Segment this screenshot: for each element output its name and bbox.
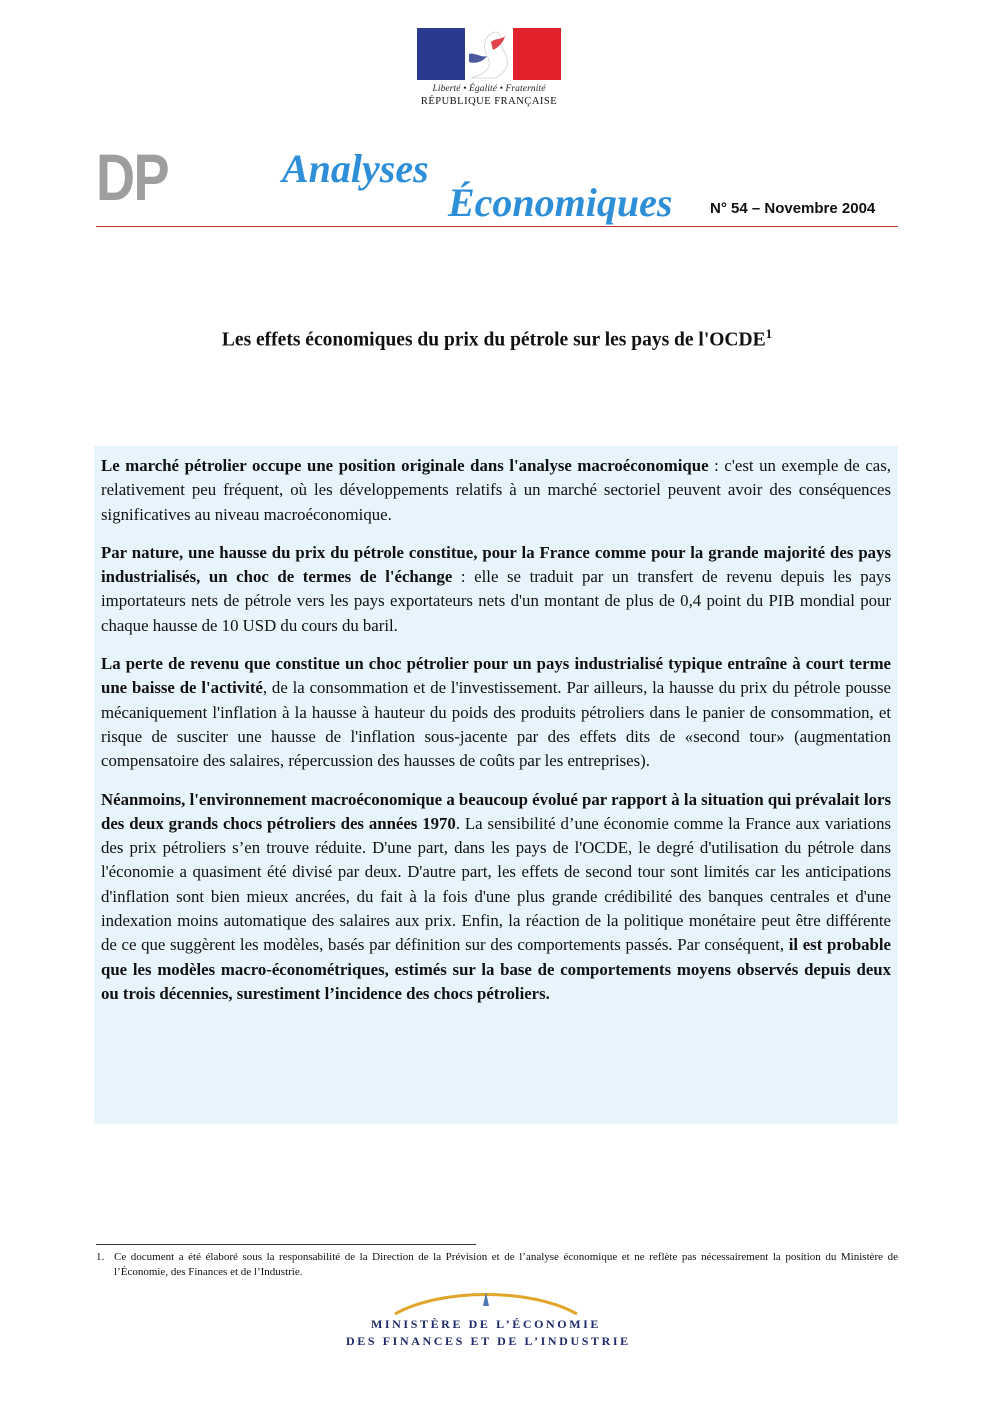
ministry-logo	[346, 1286, 631, 1350]
footnote-divider	[96, 1244, 476, 1245]
republic-motto: Liberté • Égalité • Fraternité	[432, 84, 546, 94]
summary-text: : elle se traduit par un transfert de revenu depuis les pays importateurs nets de pétrole vers les pays exportateurs nets d'un montant de plus de 0,4 point du PIB mondial pour chaque hausse de 10 USD du cours du baril.	[101, 567, 891, 635]
publication-title-line1: Analyses	[282, 146, 429, 191]
summary-paragraph	[101, 454, 891, 527]
ministry-arc-icon	[391, 1286, 581, 1316]
document-title-text: Les effets économiques du prix du pétrole sur les pays de l'OCDE	[221, 329, 766, 351]
summary-text: , de la consommation et de l'investissement. Par ailleurs, la hausse du prix du pétrole pousse mécaniquement l'inflation à la hausse à hauteur du poids des produits pétroliers dans le panier de consommation, et risque de susciter une hausse de l'inflation sous-jacente par des effets dits de «second tour» (augmentation compensatoire des salaires, répercussion des hausses de coûts par les entreprises).	[101, 678, 891, 771]
footnote	[96, 1250, 898, 1280]
title-footnote-ref: 1	[765, 326, 773, 341]
summary-lead: Le marché pétrolier occupe une position originale dans l'analyse macroéconomique	[101, 456, 709, 475]
marianne-flag-icon	[417, 28, 561, 80]
summary-paragraph	[101, 788, 891, 1007]
issue-number: N° 54 – Novembre 2004	[710, 200, 876, 217]
footnote-text: Ce document a été élaboré sous la responsabilité de la Direction de la Prévision et de l’analyse économique et ne reflète pas nécessairement la position du Ministère de l’Économie, des Finances et de l’Industrie.	[114, 1251, 898, 1278]
summary-lead: Néanmoins, l'environnement macroéconomique a beaucoup évolué par rapport à la situation qui prévalait lors des deux grands chocs pétroliers des années 1970	[101, 789, 891, 833]
summary-paragraph	[101, 541, 891, 638]
footnote-number: 1.	[96, 1251, 105, 1263]
summary-text: : c'est un exemple de cas, relativement peu fréquent, où les développements relatifs à un marché sectoriel peuvent avoir des conséquences significatives au niveau macroéconomique.	[101, 456, 891, 524]
summary-conclusion: il est probable que les modèles macro-économétriques, estimés sur la base de comportements moyens observés depuis deux ou trois décennies, surestiment l’incidence des chocs pétroliers.	[101, 935, 891, 1003]
republic-name: RÉPUBLIQUE FRANÇAISE	[420, 96, 558, 107]
series-code: DP	[96, 140, 168, 214]
document-title	[96, 326, 898, 352]
summary-text: . La sensibilité d’une économie comme la France aux variations des prix pétroliers s’en trouve réduite. D'une part, dans les pays de l'OCDE, le degré d'utilisation du pétrole dans l'économie a quasiment été divisé par deux. D'autre part, les effets de second tour sont limités car les anticipations d'inflation sont bien mieux ancrées, du fait à la fois d'une plus grande crédibilité des banques centrales et d'une indexation moins automatique des salaires aux prix. Enfin, la réaction de la politique monétaire peut être différente de ce que suggèrent les modèles, basés par définition sur des comportements passés. Par conséquent,	[101, 813, 891, 955]
publication-title-line2: Économiques	[448, 180, 673, 225]
ministry-name-line1: MINISTÈRE DE L’ÉCONOMIE	[370, 1317, 602, 1331]
ministry-name-line2: DES FINANCES ET DE L’INDUSTRIE	[346, 1334, 631, 1348]
summary-lead: Par nature, une hausse du prix du pétrole constitue, pour la France comme pour la grande majorité des pays industrialisés, un choc de termes de l'échange	[101, 542, 891, 587]
republique-francaise-logo	[416, 28, 562, 107]
summary-box	[94, 446, 898, 1124]
summary-paragraph	[101, 652, 891, 773]
header-divider	[96, 226, 898, 227]
summary-lead: La perte de revenu que constitue un choc pétrolier pour un pays industrialisé typique entraîne à court terme une baisse de l'activité	[101, 654, 891, 698]
